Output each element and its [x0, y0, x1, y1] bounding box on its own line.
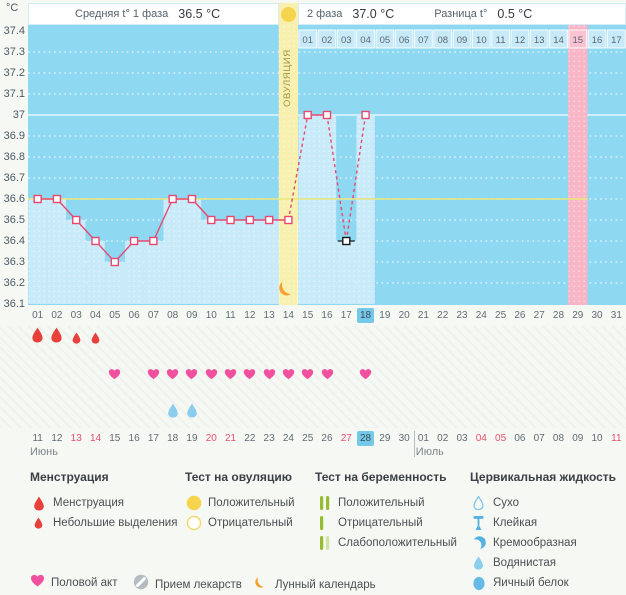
calendar-date-cell[interactable]: 21	[224, 433, 237, 444]
cf-watery-icon	[470, 554, 487, 572]
cycle-day-cell[interactable]: 17	[340, 310, 352, 321]
cycle-day-cell[interactable]	[356, 308, 375, 323]
current-date[interactable]: 28	[357, 431, 374, 446]
y-axis-label: 37.3	[3, 46, 25, 58]
y-axis-label: 36.4	[3, 235, 25, 247]
cycle-day-cell[interactable]: 16	[321, 310, 333, 321]
cycle-day-cell[interactable]: 09	[186, 310, 198, 321]
menstruation-icon	[31, 327, 44, 348]
temperature-point[interactable]	[324, 112, 331, 119]
legend-item-label: Отрицательный	[338, 517, 423, 529]
calendar-date-cell[interactable]: 12	[51, 433, 63, 444]
calendar-date-cell[interactable]: 19	[186, 433, 198, 444]
calendar-date-cell[interactable]: 05	[495, 433, 507, 444]
calendar-date-cell[interactable]: 08	[552, 433, 565, 444]
cycle-day-cell[interactable]: 25	[495, 310, 507, 321]
cycle-day-cell[interactable]: 29	[572, 310, 584, 321]
svg-text:08: 08	[437, 35, 449, 46]
calendar-date-cell[interactable]: 14	[89, 433, 102, 444]
svg-text:04: 04	[360, 35, 371, 46]
phase1-value: 36.5 °C	[178, 7, 221, 21]
calendar-date-cell[interactable]: 15	[109, 433, 121, 444]
cycle-day-cell[interactable]: 28	[552, 310, 565, 321]
y-axis-label: 37.2	[3, 67, 25, 79]
cf-eggwhite-icon	[470, 574, 487, 592]
intercourse-icon	[359, 367, 372, 385]
legend-item-label: Водянистая	[493, 557, 557, 569]
cycle-day-cell[interactable]: 26	[514, 310, 526, 321]
legend-item-label: Лунный календарь	[275, 578, 376, 591]
cycle-day-cell[interactable]: 06	[128, 310, 140, 321]
calendar-date-cell[interactable]: 25	[302, 433, 314, 444]
temperature-chart[interactable]	[28, 25, 626, 310]
menstruation-small-icon	[30, 514, 47, 532]
month-label: Июнь	[30, 446, 58, 458]
y-axis-label: 37.1	[3, 88, 25, 100]
cycle-day-cell[interactable]: 12	[244, 310, 256, 321]
current-cycle-day[interactable]: 18	[357, 308, 374, 323]
y-axis-label: 36.6	[3, 193, 25, 205]
cycle-day-cell[interactable]: 23	[456, 310, 468, 321]
y-axis-label: 36.9	[3, 130, 25, 142]
calendar-date-cell[interactable]: 07	[533, 433, 545, 444]
phase1-summary	[28, 3, 279, 25]
intercourse-icon	[321, 367, 334, 385]
calendar-date-cell[interactable]: 23	[263, 433, 275, 444]
calendar-date-cell[interactable]: 17	[147, 433, 159, 444]
legend-section-title: Менструация	[30, 470, 109, 484]
temperature-point[interactable]	[111, 259, 118, 266]
calendar-date-cell[interactable]: 26	[321, 433, 333, 444]
calendar-date-cell[interactable]: 01	[417, 433, 429, 444]
temperature-point[interactable]	[246, 217, 253, 224]
temperature-point[interactable]	[34, 196, 41, 203]
intercourse-icon	[301, 367, 314, 385]
medication-icon	[133, 574, 149, 595]
legend-item-label: Сухо	[493, 497, 520, 509]
legend-item	[315, 493, 457, 513]
ovulation-positive-icon	[185, 494, 202, 512]
cycle-day-cell[interactable]: 14	[282, 310, 294, 321]
legend-item-label: Клейкая	[493, 517, 538, 529]
cycle-day-cell[interactable]: 13	[263, 310, 275, 321]
legend-section	[315, 470, 457, 553]
calendar-date-cell[interactable]: 20	[205, 433, 217, 444]
ovulation-negative-icon	[185, 514, 202, 532]
cycle-day-cell[interactable]: 07	[147, 310, 159, 321]
intercourse-icon	[147, 367, 160, 385]
cycle-day-cell[interactable]: 08	[167, 310, 179, 321]
temperature-point[interactable]	[227, 217, 234, 224]
legend-item-label: Половой акт	[51, 577, 118, 589]
legend-footer-item	[253, 574, 376, 595]
legend-item	[185, 493, 295, 513]
diff-value: 0.5 °C	[497, 7, 533, 21]
calendar-date-cell[interactable]: 03	[456, 433, 468, 444]
intercourse-icon	[30, 574, 45, 592]
temperature-point[interactable]	[285, 217, 292, 224]
svg-text:07: 07	[418, 35, 429, 46]
calendar-date-cell[interactable]: 11	[32, 433, 43, 444]
intercourse-icon	[205, 367, 218, 385]
calendar-date-cell[interactable]: 22	[244, 433, 256, 444]
calendar-date-cell[interactable]: 27	[340, 433, 352, 444]
intercourse-icon	[263, 367, 276, 385]
intercourse-icon	[224, 367, 237, 385]
legend-item-label: Положительный	[338, 497, 425, 509]
cycle-day-cell[interactable]: 21	[417, 310, 429, 321]
spotting-icon	[91, 331, 100, 349]
svg-text:17: 17	[611, 35, 622, 46]
svg-text:12: 12	[514, 35, 526, 46]
y-axis-label: 37.4	[3, 25, 25, 37]
excluded-temperature-point[interactable]	[343, 238, 350, 245]
legend-item	[470, 493, 616, 513]
cycle-day-cell[interactable]: 20	[398, 310, 410, 321]
svg-text:02: 02	[321, 35, 333, 46]
calendar-date-cell[interactable]: 13	[70, 433, 82, 444]
svg-text:11: 11	[495, 35, 506, 46]
legend-item-label: Менструация	[53, 497, 124, 509]
intercourse-icon	[108, 367, 121, 385]
legend-item-label: Отрицательный	[208, 517, 293, 529]
temperature-point[interactable]	[362, 112, 369, 119]
legend-item	[315, 513, 457, 533]
y-axis-label: 37	[12, 109, 25, 121]
legend-section	[470, 470, 616, 593]
legend-item-label: Небольшие выделения	[53, 517, 178, 529]
legend-item	[470, 553, 616, 573]
month-label: Июль	[415, 446, 444, 458]
menstruation-large-icon	[30, 494, 47, 512]
pregnancy-weak-icon	[315, 534, 332, 552]
cycle-day-cell[interactable]: 15	[302, 310, 314, 321]
legend-footer-item	[30, 574, 117, 592]
cf-sticky-icon	[470, 514, 487, 532]
legend-item	[315, 533, 457, 553]
cycle-day-cell[interactable]: 19	[379, 310, 391, 321]
svg-text:06: 06	[398, 35, 410, 46]
calendar-date-cell[interactable]: 16	[128, 433, 140, 444]
intercourse-icon	[185, 367, 198, 385]
legend-item	[30, 493, 177, 513]
calendar-date-cell[interactable]: 04	[475, 433, 487, 444]
phase2-label: 2 фаза	[307, 8, 343, 20]
ovulation-column-header	[279, 3, 298, 25]
intercourse-icon	[166, 367, 179, 385]
cycle-day-cell[interactable]: 30	[591, 310, 603, 321]
svg-text:14: 14	[553, 35, 564, 46]
cf-dry-icon	[470, 494, 487, 512]
calendar-date-cell[interactable]: 10	[591, 433, 603, 444]
temperature-point[interactable]	[150, 238, 157, 245]
svg-text:09: 09	[456, 35, 468, 46]
y-axis-label: 36.3	[3, 256, 25, 268]
y-axis-label: 36.2	[3, 277, 25, 289]
legend-footer-item	[133, 574, 242, 595]
svg-text:15: 15	[572, 35, 584, 46]
unit-label: °C	[6, 2, 19, 14]
ovulation-positive-icon	[281, 7, 296, 22]
pregnancy-negative-icon	[315, 514, 332, 532]
legend-item	[470, 513, 616, 533]
calendar-date-cell[interactable]	[356, 431, 375, 446]
phase2-value: 37.0 °C	[352, 7, 395, 21]
cycle-day-cell[interactable]: 11	[225, 310, 236, 321]
calendar-date-cell[interactable]: 06	[514, 433, 526, 444]
y-axis-label: 36.1	[3, 298, 25, 310]
y-axis-label: 36.8	[3, 151, 25, 163]
temperature-point[interactable]	[266, 217, 273, 224]
temperature-point[interactable]	[304, 112, 311, 119]
legend-item-label: Яичный белок	[493, 577, 569, 589]
legend-item	[470, 573, 616, 593]
calendar-date-cell[interactable]: 11	[611, 433, 622, 444]
cycle-day-cell[interactable]: 03	[70, 310, 82, 321]
legend-item	[30, 513, 177, 533]
menstruation-icon	[50, 327, 63, 348]
pregnancy-positive-icon	[315, 494, 332, 512]
temperature-point[interactable]	[169, 196, 176, 203]
cycle-day-cell[interactable]: 10	[205, 310, 217, 321]
y-axis-label: 36.7	[3, 172, 25, 184]
temperature-point[interactable]	[73, 217, 80, 224]
svg-text:10: 10	[476, 35, 487, 46]
calendar-date-cell[interactable]: 18	[167, 433, 179, 444]
temperature-point[interactable]	[188, 196, 195, 203]
legend-section-title: Тест на беременность	[315, 470, 447, 484]
diff-label: Разница t°	[434, 8, 488, 20]
svg-text:01: 01	[302, 35, 313, 46]
temperature-point[interactable]	[208, 217, 215, 224]
temperature-point[interactable]	[131, 238, 138, 245]
phase1-label: Средняя t° 1 фаза	[75, 8, 169, 20]
calendar-date-cell[interactable]: 09	[572, 433, 584, 444]
cf-creamy-icon	[470, 534, 487, 552]
cycle-day-cell[interactable]: 22	[437, 310, 449, 321]
legend-section	[185, 470, 295, 533]
phase2-summary	[298, 3, 626, 25]
cycle-day-cell[interactable]: 31	[610, 310, 622, 321]
legend-item-label: Кремообразная	[493, 537, 577, 549]
temperature-point[interactable]	[92, 238, 99, 245]
legend-item	[185, 513, 295, 533]
legend-item-label: Прием лекарств	[155, 578, 242, 591]
legend-section-title: Тест на овуляцию	[185, 470, 292, 484]
moon-icon	[253, 574, 269, 595]
legend-section	[30, 470, 177, 533]
calendar-date-cell[interactable]: 29	[379, 433, 391, 444]
spotting-icon	[72, 331, 81, 349]
cervical-watery-icon	[186, 403, 198, 423]
ovulation-label: ОВУЛЯЦИЯ	[281, 49, 293, 107]
temperature-point[interactable]	[53, 196, 60, 203]
legend-item-label: Положительный	[208, 497, 295, 509]
svg-text:13: 13	[533, 35, 545, 46]
legend-item	[470, 533, 616, 553]
calendar-date-cell[interactable]: 24	[282, 433, 294, 444]
cycle-day-cell[interactable]: 05	[109, 310, 121, 321]
calendar-date-cell[interactable]: 02	[437, 433, 449, 444]
cervical-watery-icon	[167, 403, 179, 423]
cycle-day-cell[interactable]: 04	[89, 310, 102, 321]
cycle-day-cell[interactable]: 01	[32, 310, 44, 321]
cycle-day-cell[interactable]: 02	[51, 310, 63, 321]
svg-text:05: 05	[379, 35, 391, 46]
cycle-day-cell[interactable]: 24	[475, 310, 487, 321]
intercourse-icon	[243, 367, 256, 385]
svg-text:16: 16	[591, 35, 603, 46]
calendar-date-cell[interactable]: 30	[398, 433, 410, 444]
svg-text:03: 03	[341, 35, 352, 46]
cycle-day-cell[interactable]: 27	[533, 310, 545, 321]
intercourse-icon	[282, 367, 295, 385]
legend-section-title: Цервикальная жидкость	[470, 470, 617, 484]
y-axis-label: 36.5	[3, 214, 25, 226]
legend-item-label: Слабоположительный	[338, 537, 457, 549]
